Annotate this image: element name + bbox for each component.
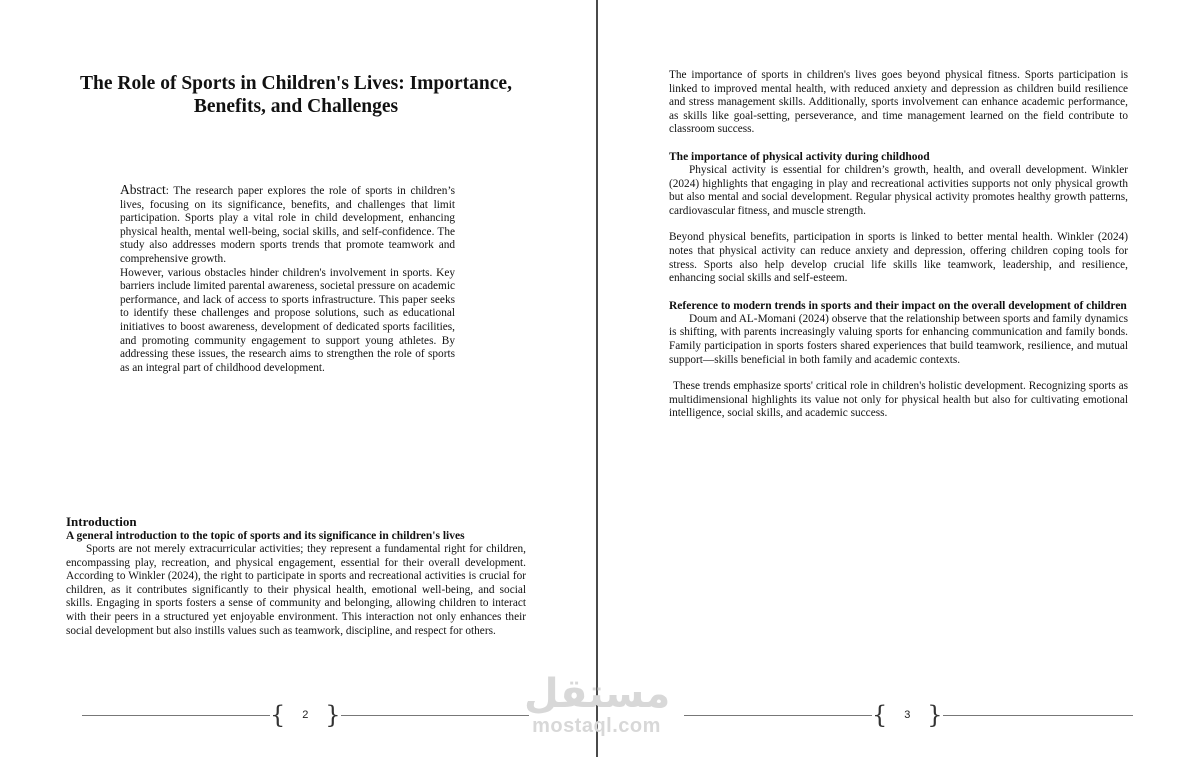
page-number: 3 [904,709,911,721]
abstract-paragraph-1 [120,183,455,267]
watermark-domain: mostaql.com [532,715,661,737]
right-page-body [669,69,1128,421]
introduction-subheading: A general introduction to the topic of sports and its significance in children's lives [66,530,465,542]
introduction-section [66,515,526,638]
abstract-block [120,183,455,375]
intro-continuation-paragraph: The importance of sports in children's lives goes beyond physical fitness. Sports participation is linked to improved mental health, with reduced anxiety and depression as children build resilience and stress management skills. Additionally, sports involvement can enhance academic performance, as skills like goal-setting, perseverance, and time management learned on the field contribute to classroom success. [669,69,1128,136]
introduction-paragraph: Sports are not merely extracurricular activities; they represent a fundamental right for children, encompassing play, recreation, and physical engagement, essential for their overall development. According to Winkler (2024), the right to participate in sports and recreational activities is crucial for children, as it contributes significantly to their physical health, emotional well-being, and social skills. Engaging in sports fosters a sense of community and belonging, allowing children to interact with their peers in a structured yet enjoyable environment. This interaction not only enhances their social development but also instills values such as teamwork, discipline, and respect for others. [66,543,526,637]
brace-close-icon: } [927,701,943,729]
footer-rule-left [684,715,872,716]
right-page-footer [684,701,1133,729]
brace-close-icon: } [325,701,341,729]
section-modern-trends-heading: Reference to modern trends in sports and their impact on the overall development of children [669,299,1127,312]
section-physical-activity-heading: The importance of physical activity during childhood [669,150,930,163]
introduction-heading: Introduction [66,514,137,529]
brace-open-icon: { [872,701,888,729]
trends-conclusion-paragraph: These trends emphasize sports' critical role in children's holistic development. Recognizing sports as multidimensional highlights its value not only for physical health but also for cultivating emotional intelligence, social skills, and academic success. [669,380,1128,420]
left-page [0,0,596,757]
modern-trends-paragraph: Doum and AL-Momani (2024) observe that the relationship between sports and family dynamics is shifting, with parents increasingly valuing sports for enhancing communication and family bonds. Family participation in sports fosters shared experiences that build teamwork, resilience, and mutual support—skills beneficial in both family and academic contexts. [669,312,1128,366]
watermark-arabic-logo: مستقل [524,671,671,717]
left-page-footer [82,701,529,729]
brace-open-icon: { [270,701,286,729]
footer-rule-left [82,715,270,716]
paper-title: The Role of Sports in Children's Lives: Importance, Benefits, and Challenges [80,73,512,117]
footer-rule-right [943,715,1133,716]
abstract-label: Abstract [120,182,166,197]
mental-health-paragraph: Beyond physical benefits, participation in sports is linked to better mental health. Winkler (2024) notes that physical activity can reduce anxiety and depression, offering children coping tools for stress. Sports also help develop crucial life skills like teamwork, leadership, and resilience, enhancing social skills and self-esteem. [669,231,1128,285]
footer-rule-right [341,715,529,716]
abstract-paragraph-2: However, various obstacles hinder children's involvement in sports. Key barriers include limited parental awareness, societal pressure on academic performance, and lack of access to sports infrastructure. This paper seeks to identify these challenges and propose solutions, such as educational initiatives to boost awareness, development of dedicated sports facilities, and promoting community engagement to support young athletes. By addressing these issues, the research aims to strengthen the role of sports as an integral part of childhood development. [120,266,455,374]
abstract-text-1: : The research paper explores the role of sports in children’s lives, focusing on its significance, benefits, and challenges that limit participation. Sports play a vital role in child development, enhancing physical health, mental well-being, social skills, and self-confidence. The study also addresses modern sports trends that promote teamwork and comprehensive growth. [120,185,455,265]
physical-activity-paragraph: Physical activity is essential for children’s growth, health, and overall development. Winkler (2024) highlights that engaging in play and recreational activities supports not only physical growth but also mental and social development. Regular physical activity promotes healthy growth patterns, cardiovascular fitness, and muscle strength. [669,163,1128,217]
right-page [598,0,1193,757]
page-number: 2 [302,709,309,721]
